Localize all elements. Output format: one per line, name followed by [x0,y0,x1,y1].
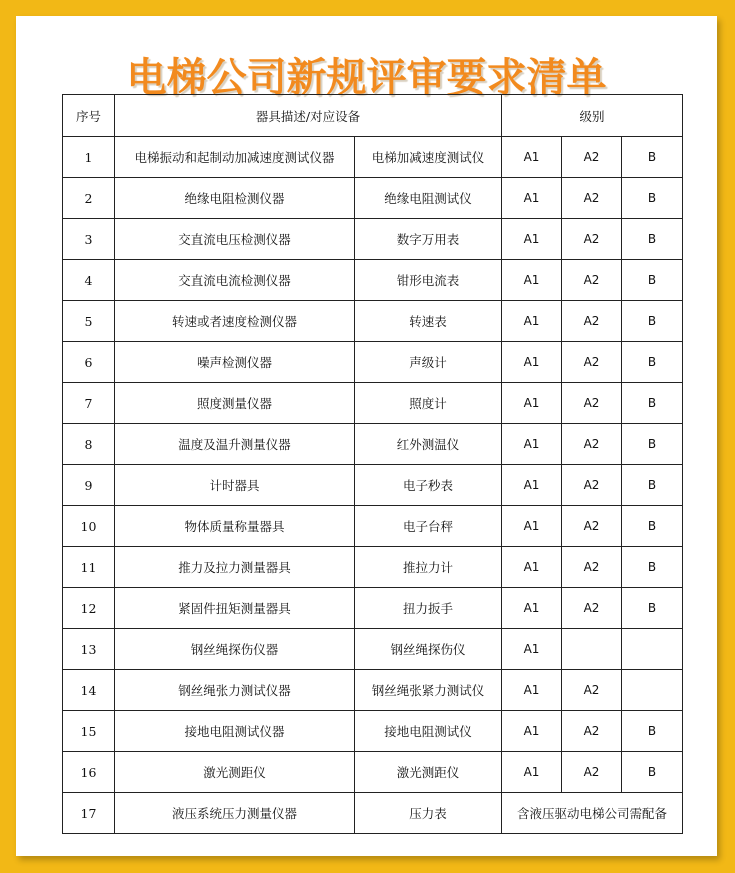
table-row [63,670,683,711]
row-grade-note: 含液压驱动电梯公司需配备 [502,793,683,834]
row-device: 红外测温仪 [355,424,502,465]
row-device: 电子台秤 [355,506,502,547]
row-description: 推力及拉力测量器具 [115,547,355,588]
row-device: 转速表 [355,301,502,342]
row-description: 照度测量仪器 [115,383,355,424]
row-grade-a2: A2 [562,465,622,506]
row-grade-b [622,670,683,711]
header-no: 序号 [63,95,115,137]
row-description: 钢丝绳探伤仪器 [115,629,355,670]
header-grade: 级别 [502,95,683,137]
page-frame [16,16,717,856]
row-number: 12 [63,588,115,629]
row-grade-a1: A1 [502,711,562,752]
row-description: 计时器具 [115,465,355,506]
table-row [63,342,683,383]
row-grade-a2: A2 [562,137,622,178]
row-grade-a1: A1 [502,137,562,178]
table-row [63,752,683,793]
table-row [63,793,683,834]
row-number: 15 [63,711,115,752]
row-description: 接地电阻测试仪器 [115,711,355,752]
row-number: 6 [63,342,115,383]
row-grade-a1: A1 [502,506,562,547]
row-grade-a1: A1 [502,670,562,711]
row-grade-a2: A2 [562,301,622,342]
row-number: 10 [63,506,115,547]
row-device: 激光测距仪 [355,752,502,793]
row-grade-a1: A1 [502,547,562,588]
row-device: 数字万用表 [355,219,502,260]
row-grade-b [622,629,683,670]
row-number: 2 [63,178,115,219]
row-device: 接地电阻测试仪 [355,711,502,752]
row-grade-a2: A2 [562,424,622,465]
requirements-table [62,94,683,834]
table-row [63,465,683,506]
row-device: 钢丝绳探伤仪 [355,629,502,670]
row-grade-a2: A2 [562,178,622,219]
row-description: 激光测距仪 [115,752,355,793]
table-row [63,260,683,301]
row-grade-a2: A2 [562,547,622,588]
row-grade-a2: A2 [562,670,622,711]
row-grade-a1: A1 [502,260,562,301]
row-device: 照度计 [355,383,502,424]
row-device: 推拉力计 [355,547,502,588]
row-number: 1 [63,137,115,178]
row-grade-a1: A1 [502,219,562,260]
row-grade-b: B [622,219,683,260]
row-grade-a2 [562,629,622,670]
row-grade-a2: A2 [562,219,622,260]
row-device: 声级计 [355,342,502,383]
row-device: 电梯加减速度测试仪 [355,137,502,178]
row-grade-b: B [622,465,683,506]
row-grade-b: B [622,752,683,793]
page-title: 电梯公司新规评审要求清单 [126,55,607,101]
row-grade-a1: A1 [502,465,562,506]
row-grade-a1: A1 [502,301,562,342]
row-grade-b: B [622,342,683,383]
row-grade-b: B [622,260,683,301]
row-grade-a2: A2 [562,752,622,793]
row-grade-a1: A1 [502,178,562,219]
row-grade-a2: A2 [562,342,622,383]
table-row [63,219,683,260]
table-header-row [63,95,683,137]
row-grade-b: B [622,424,683,465]
row-grade-a2: A2 [562,506,622,547]
row-grade-a1: A1 [502,424,562,465]
row-grade-a2: A2 [562,711,622,752]
row-grade-b: B [622,383,683,424]
row-device: 压力表 [355,793,502,834]
row-description: 物体质量称量器具 [115,506,355,547]
row-grade-a2: A2 [562,260,622,301]
row-grade-a1: A1 [502,342,562,383]
row-device: 扭力扳手 [355,588,502,629]
row-description: 紧固件扭矩测量器具 [115,588,355,629]
row-number: 16 [63,752,115,793]
row-number: 11 [63,547,115,588]
table-row [63,588,683,629]
table-row [63,178,683,219]
row-description: 液压系统压力测量仪器 [115,793,355,834]
row-description: 钢丝绳张力测试仪器 [115,670,355,711]
table-row [63,137,683,178]
row-grade-a2: A2 [562,383,622,424]
row-device: 电子秒表 [355,465,502,506]
row-number: 4 [63,260,115,301]
row-number: 9 [63,465,115,506]
header-description: 器具描述/对应设备 [115,95,502,137]
row-description: 绝缘电阻检测仪器 [115,178,355,219]
table-row [63,547,683,588]
row-grade-a1: A1 [502,752,562,793]
row-grade-b: B [622,301,683,342]
row-description: 交直流电流检测仪器 [115,260,355,301]
table-row [63,424,683,465]
row-description: 交直流电压检测仪器 [115,219,355,260]
table-row [63,301,683,342]
row-device: 钳形电流表 [355,260,502,301]
row-grade-b: B [622,137,683,178]
row-grade-b: B [622,588,683,629]
table-row [63,711,683,752]
row-number: 13 [63,629,115,670]
table-row [63,383,683,424]
table-row [63,506,683,547]
row-number: 3 [63,219,115,260]
row-grade-b: B [622,547,683,588]
row-grade-a1: A1 [502,588,562,629]
table-row [63,629,683,670]
row-grade-a1: A1 [502,629,562,670]
row-description: 电梯振动和起制动加减速度测试仪器 [115,137,355,178]
row-description: 转速或者速度检测仪器 [115,301,355,342]
row-device: 绝缘电阻测试仪 [355,178,502,219]
row-grade-b: B [622,711,683,752]
row-grade-b: B [622,506,683,547]
row-number: 14 [63,670,115,711]
row-grade-a2: A2 [562,588,622,629]
row-grade-b: B [622,178,683,219]
row-number: 5 [63,301,115,342]
row-number: 17 [63,793,115,834]
row-description: 温度及温升测量仪器 [115,424,355,465]
row-number: 7 [63,383,115,424]
row-number: 8 [63,424,115,465]
row-grade-a1: A1 [502,383,562,424]
row-device: 钢丝绳张紧力测试仪 [355,670,502,711]
row-description: 噪声检测仪器 [115,342,355,383]
